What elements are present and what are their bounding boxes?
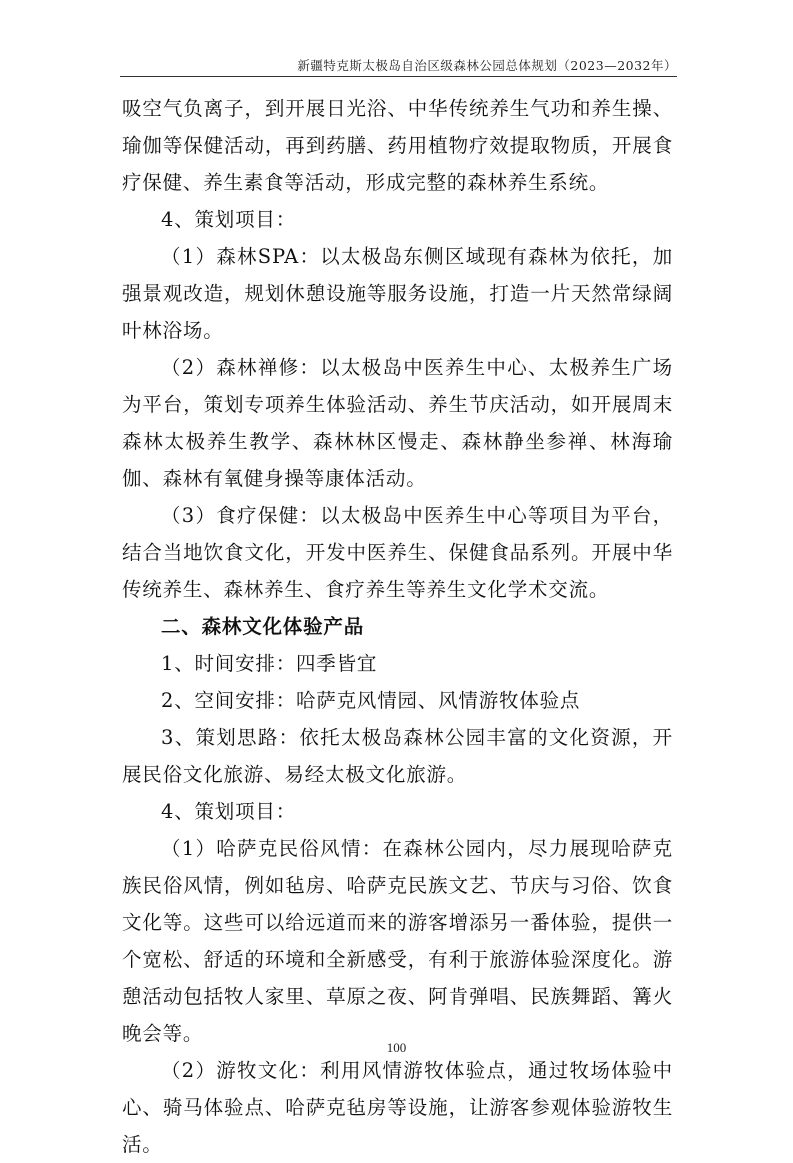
paragraph-diet-therapy: （3）食疗保健：以太极岛中医养生中心等项目为平台，结合当地饮食文化，开发中医养生、保健食品系列。开展中华传统养生、森林养生、食疗养生等养生文化学术交流。 xyxy=(122,504,673,601)
paragraph-forest-spa: （1）森林SPA：以太极岛东侧区域现有森林为依托，加强景观改造，规划休憩设施等服务设施，打造一片天然常绿阔叶林浴场。 xyxy=(122,245,673,342)
section-heading-forest-culture: 二、森林文化体验产品 xyxy=(161,615,365,638)
list-heading-planning-projects: 4、策划项目： xyxy=(161,208,297,231)
item-planning-idea: 3、策划思路：依托太极岛森林公园丰富的文化资源，开展民俗文化旅游、易经太极文化旅游。 xyxy=(122,726,673,786)
header-divider xyxy=(120,76,677,77)
paragraph-nomadic-culture: （2）游牧文化：利用风情游牧体验点，通过牧场体验中心、骑马体验点、哈萨克毡房等设施，让游客参观体验游牧生活。 xyxy=(122,1059,673,1156)
body-text xyxy=(122,90,673,1163)
paragraph-forest-meditation: （2）森林禅修：以太极岛中医养生中心、太极养生广场为平台，策划专项养生体验活动、养生节庆活动，如开展周末森林太极养生教学、森林林区慢走、森林静坐参禅、林海瑜伽、森林有氧健身操等康体活动。 xyxy=(122,356,673,490)
paragraph-kazakh-folk: （1）哈萨克民俗风情：在森林公园内，尽力展现哈萨克族民俗风情，例如毡房、哈萨克民族文艺、节庆与习俗、饮食文化等。这些可以给远道而来的游客增添另一番体验，提供一个宽松、舒适的环境和全新感受，有利于旅游体验深度化。游憩活动包括牧人家里、草原之夜、阿肯弹唱、民族舞蹈、篝火晚会等。 xyxy=(122,837,673,1045)
running-header: 新疆特克斯太极岛自治区级森林公园总体规划（2023—2032年） xyxy=(297,58,677,73)
page-number: 100 xyxy=(386,1040,407,1055)
item-time-arrangement: 1、时间安排：四季皆宜 xyxy=(161,652,378,675)
paragraph-continuation: 吸空气负离子，到开展日光浴、中华传统养生气功和养生操、瑜伽等保健活动，再到药膳、药用植物疗效提取物质，开展食疗保健、养生素食等活动，形成完整的森林养生系统。 xyxy=(122,97,673,194)
list-heading-planning-projects-2: 4、策划项目： xyxy=(161,800,297,823)
item-space-arrangement: 2、空间安排：哈萨克风情园、风情游牧体验点 xyxy=(161,689,581,712)
